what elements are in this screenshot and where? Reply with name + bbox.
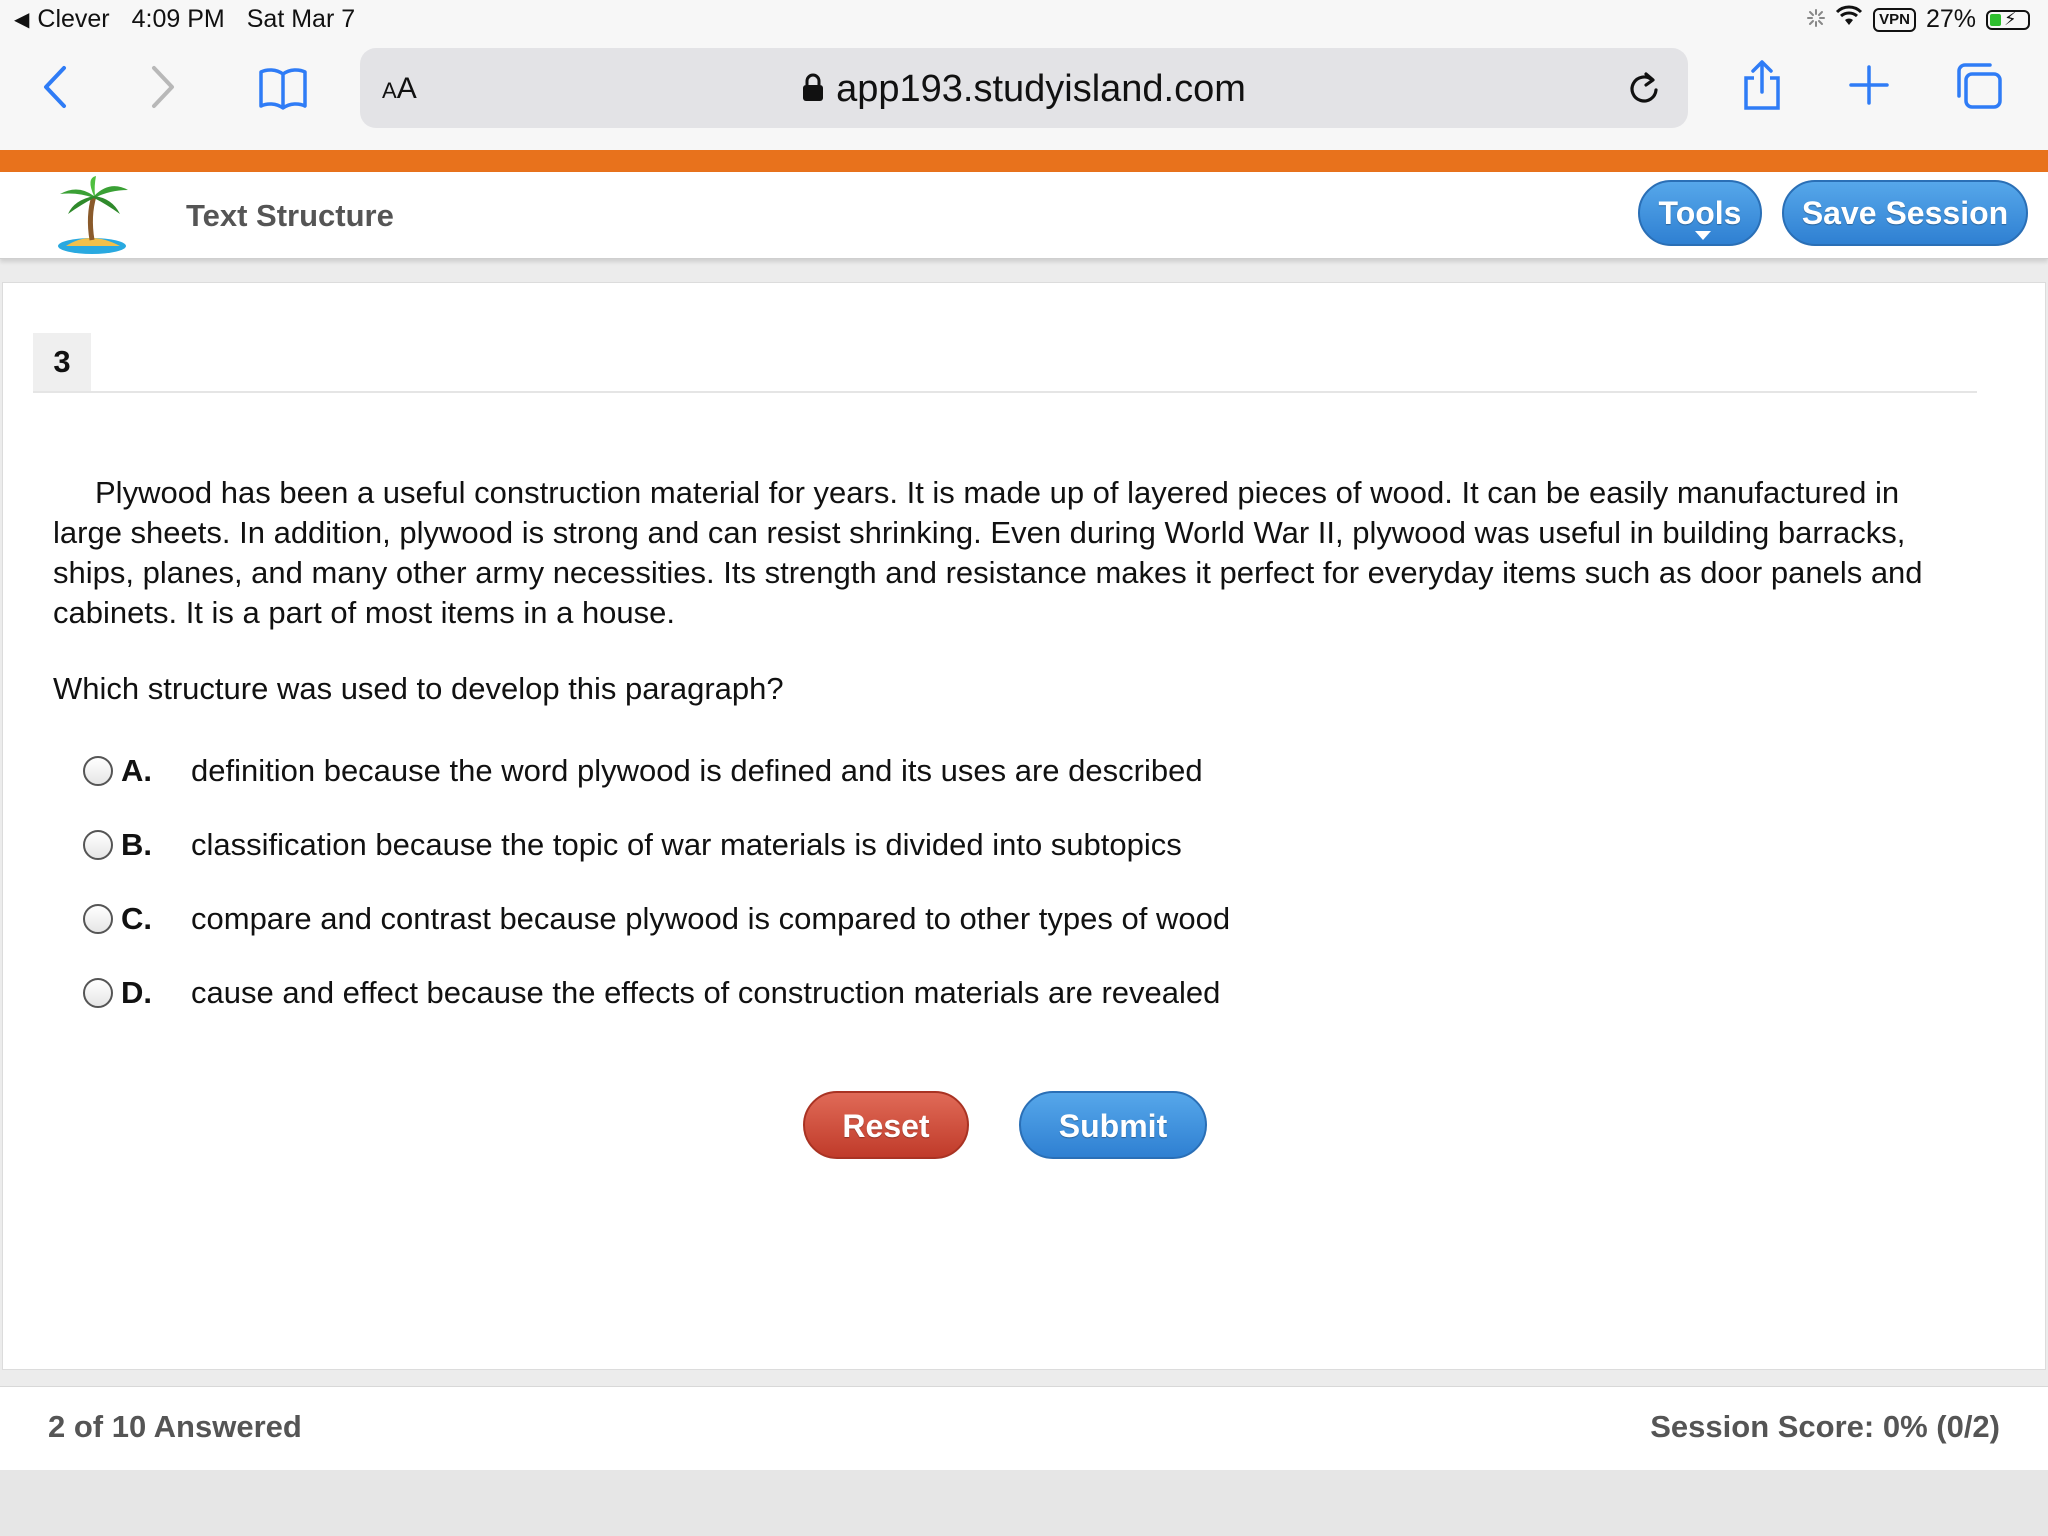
divider [33, 391, 1977, 393]
reader-options-button[interactable]: AA [382, 72, 417, 105]
choice-text[interactable]: compare and contrast because plywood is compared to other types of wood [191, 901, 1231, 936]
radio-button-d[interactable] [83, 978, 113, 1008]
choice-letter: C. [121, 901, 152, 936]
bookmarks-icon[interactable] [258, 66, 308, 115]
radio-button-c[interactable] [83, 904, 113, 934]
question-number: 3 [33, 333, 91, 391]
choice-text[interactable]: definition because the word plywood is defined and its uses are described [191, 753, 1203, 788]
status-date: Sat Mar 7 [246, 5, 356, 33]
tabs-overview-icon[interactable] [1954, 62, 2004, 115]
battery-icon: ⚡ [1986, 10, 2030, 30]
session-score: Session Score: 0% (0/2) [1650, 1409, 2000, 1444]
share-icon[interactable] [1740, 60, 1784, 117]
back-to-app-icon[interactable]: ◀ [14, 9, 30, 31]
url-text: app193.studyisland.com [836, 68, 1246, 110]
answer-choice-b[interactable] [83, 823, 1182, 867]
question-card [2, 282, 2046, 1370]
wifi-icon [1835, 5, 1863, 34]
back-app-label[interactable]: Clever [37, 5, 110, 33]
address-bar[interactable] [360, 48, 1688, 128]
choice-letter: A. [121, 753, 152, 788]
passage-text: Plywood has been a useful construction material for years. It is made up of layered pieces of wood. It can be easily manufactured in large sheets. In addition, plywood is strong and can resist shrinking. Even during World War II, plywood was useful in building barracks, ships, planes, and many other army necessities. Its strength and resistance makes it perfect for everyday items such as door panels and cabinets. It is a part of most items in a house. [53, 475, 1923, 630]
choice-text[interactable]: classification because the topic of war materials is divided into subtopics [191, 827, 1182, 862]
submit-button[interactable]: Submit [1019, 1091, 1207, 1159]
save-session-button[interactable]: Save Session [1782, 180, 2028, 246]
progress-footer [0, 1386, 2048, 1471]
answer-choice-c[interactable] [83, 897, 1230, 941]
page-background [0, 1470, 2048, 1536]
answer-choice-d[interactable] [83, 971, 1220, 1015]
page-title: Text Structure [186, 198, 394, 233]
browser-toolbar [0, 40, 2048, 150]
answered-count: 2 of 10 Answered [48, 1409, 302, 1444]
brand-accent-bar [0, 150, 2048, 172]
radio-button-b[interactable] [83, 830, 113, 860]
radio-button-a[interactable] [83, 756, 113, 786]
palm-island-logo [48, 176, 134, 261]
caret-down-icon [1695, 231, 1711, 240]
question-prompt: Which structure was used to develop this paragraph? [53, 671, 784, 706]
status-time: 4:09 PM [131, 5, 225, 33]
status-bar [0, 0, 2048, 40]
vpn-badge: VPN [1873, 8, 1916, 32]
answer-choice-a[interactable] [83, 749, 1203, 793]
choice-letter: D. [121, 975, 152, 1010]
choice-text[interactable]: cause and effect because the effects of construction materials are revealed [191, 975, 1221, 1010]
loading-spinner-icon [1807, 5, 1825, 34]
browser-back-icon[interactable] [40, 64, 70, 115]
battery-percent: 27% [1925, 5, 1976, 33]
reset-button[interactable]: Reset [803, 1091, 969, 1159]
app-header [0, 172, 2048, 259]
new-tab-icon[interactable] [1848, 64, 1890, 111]
tools-menu-button[interactable]: Tools [1638, 180, 1762, 246]
lock-icon [802, 69, 824, 112]
browser-forward-icon[interactable] [148, 64, 178, 115]
choice-letter: B. [121, 827, 152, 862]
reload-icon[interactable] [1626, 68, 1662, 113]
